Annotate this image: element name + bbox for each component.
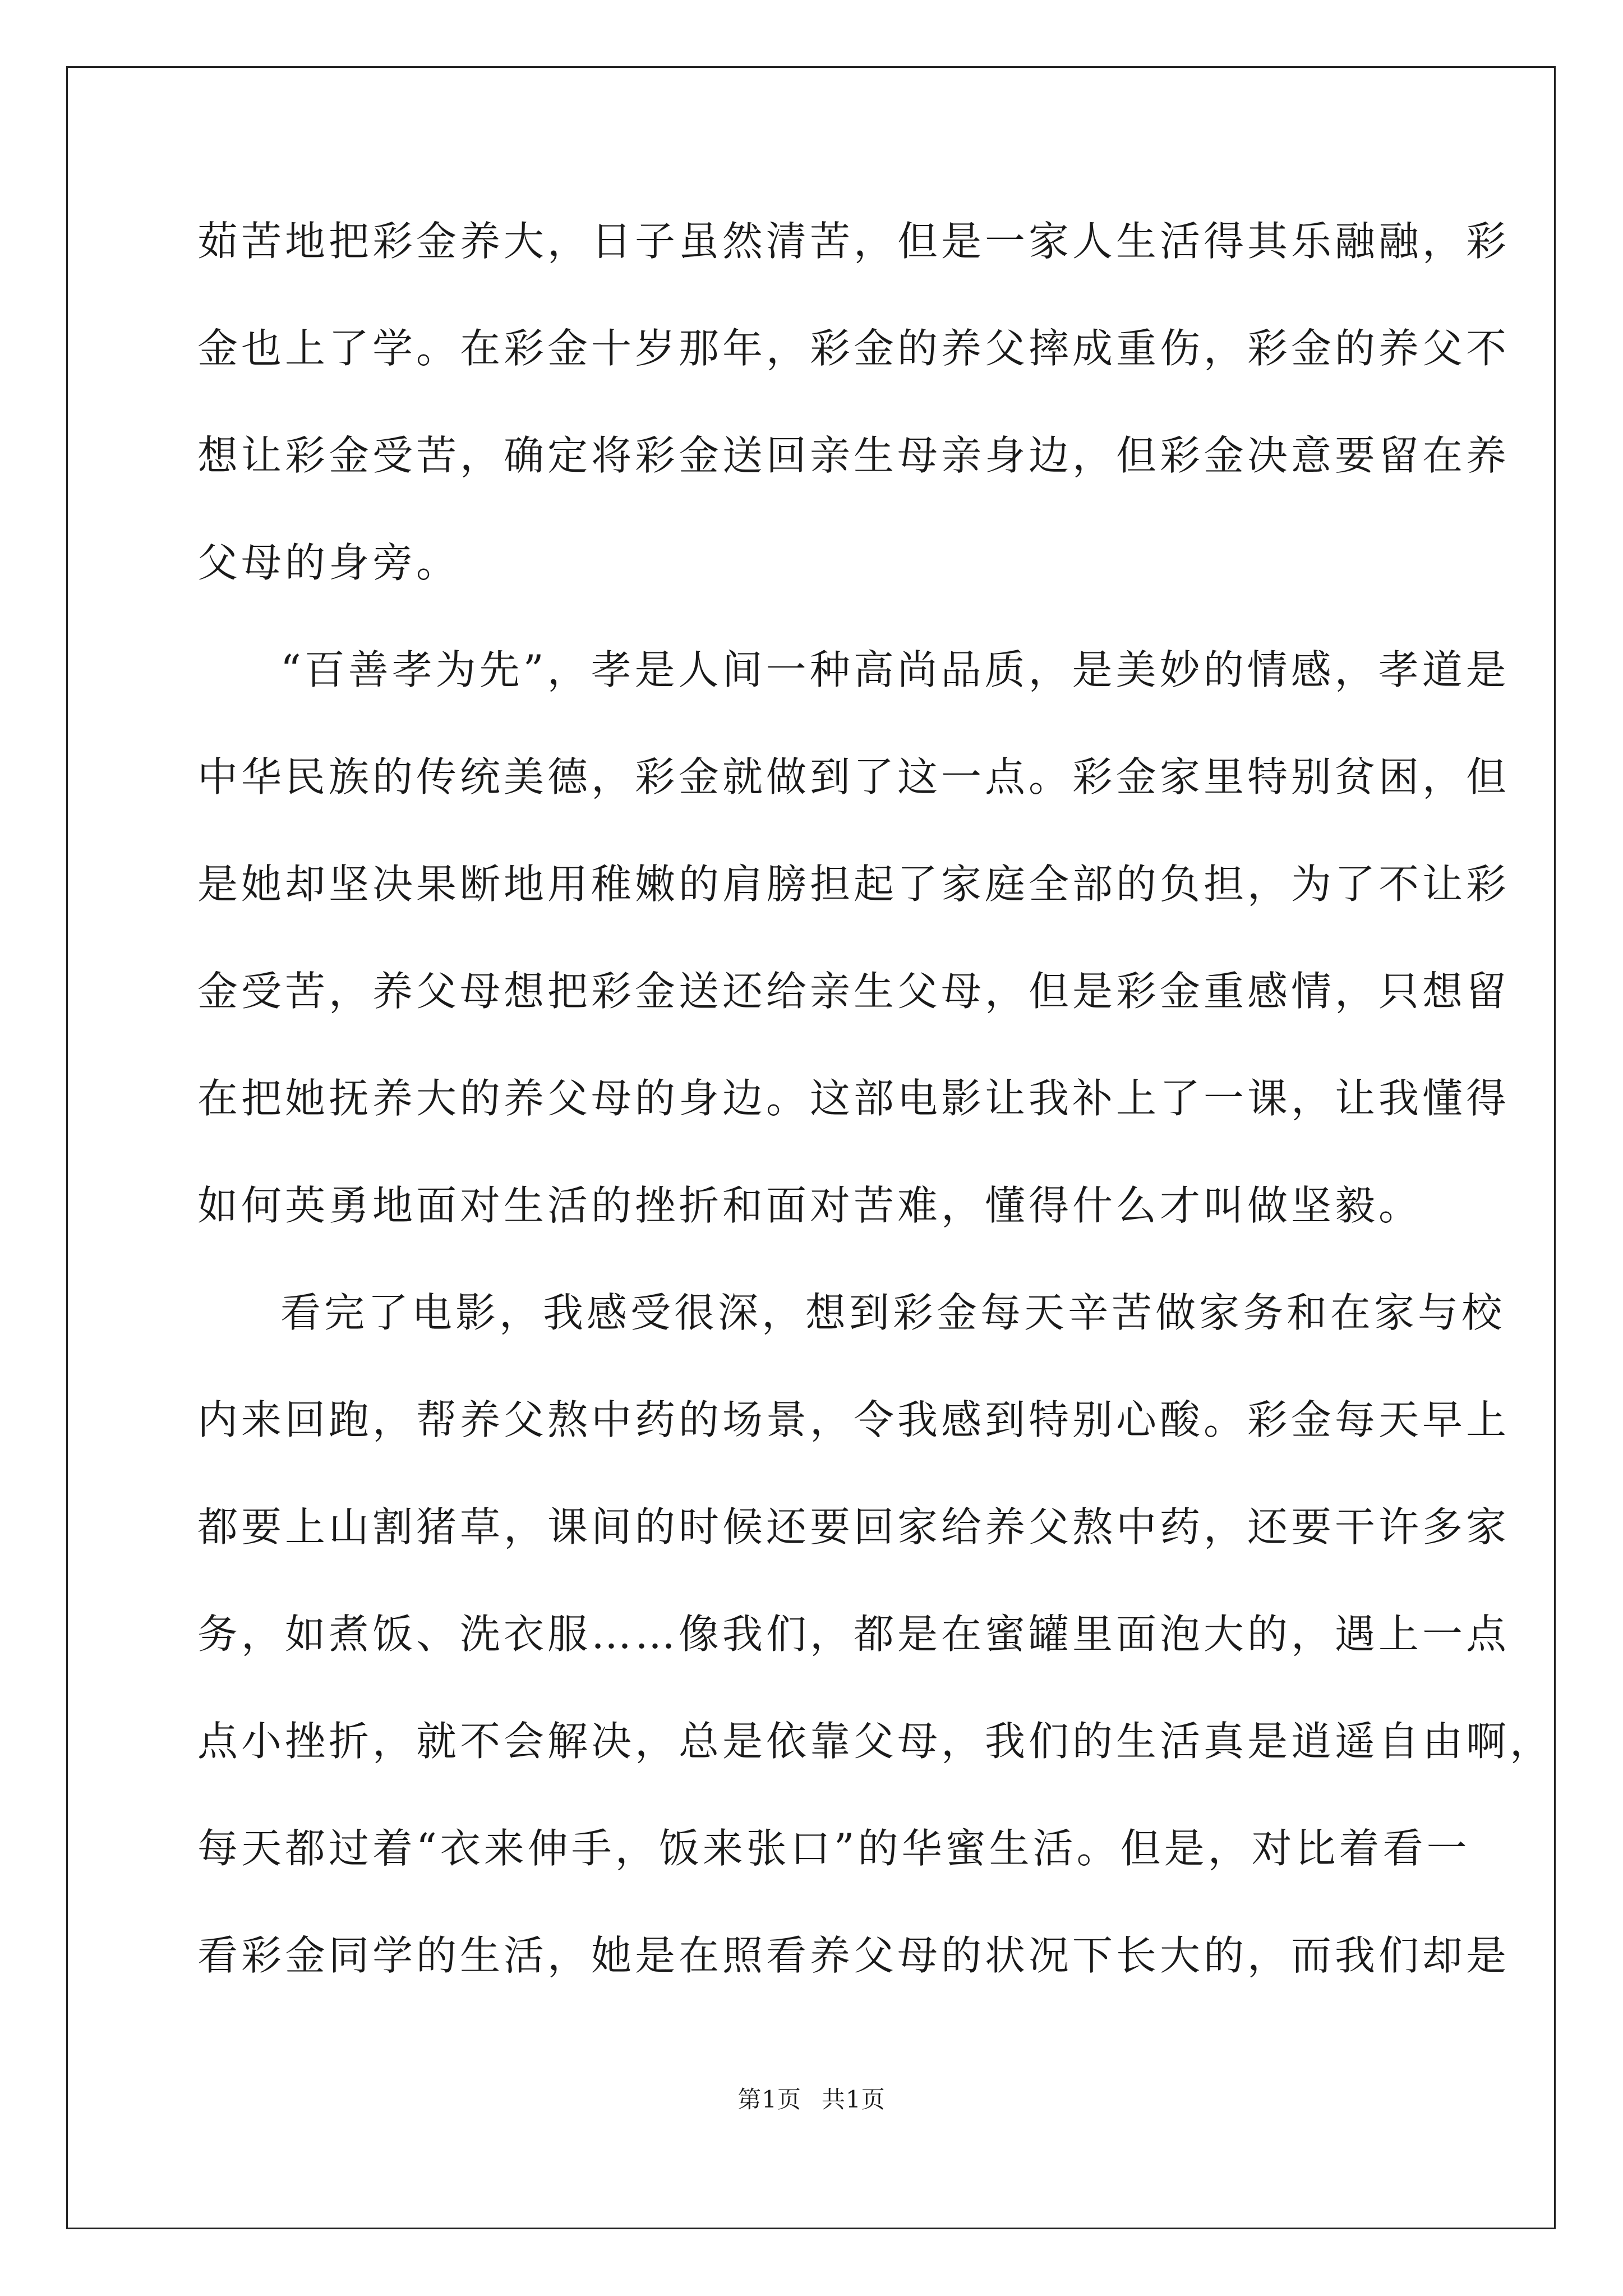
text-line: 如何英勇地面对生活的挫折和面对苦难，懂得什么才叫做坚毅。	[197, 1182, 1423, 1229]
text-line: 都要上山割猪草，课间的时候还要回家给养父熬中药，还要干许多家	[197, 1503, 1510, 1550]
text-line: 是她却坚决果断地用稚嫩的肩膀担起了家庭全部的负担，为了不让彩	[197, 861, 1510, 908]
page-total: 共1页	[822, 2086, 886, 2113]
text-line: 金受苦，养父母想把彩金送还给亲生父母，但是彩金重感情，只想留	[197, 968, 1510, 1015]
text-line: 中华民族的传统美德，彩金就做到了这一点。彩金家里特别贫困，但	[197, 753, 1510, 800]
document-body	[197, 210, 1554, 2032]
page-number: 第1页	[737, 2086, 801, 2113]
page-footer	[0, 2081, 1623, 2115]
text-line: 金也上了学。在彩金十岁那年，彩金的养父摔成重伤，彩金的养父不	[197, 325, 1510, 372]
text-line: 务，如煮饭、洗衣服……像我们，都是在蜜罐里面泡大的，遇上一点	[197, 1611, 1510, 1658]
text-line: “百善孝为先”，孝是人间一种高尚品质，是美妙的情感，孝道是	[280, 646, 1510, 693]
text-line: 每天都过着“衣来伸手，饭来张口”的华蜜生活。但是，对比着看一	[197, 1825, 1470, 1872]
text-line: 看完了电影，我感受很深，想到彩金每天辛苦做家务和在家与校	[280, 1289, 1506, 1336]
text-line: 父母的身旁。	[197, 539, 460, 586]
text-line: 内来回跑，帮养父熬中药的场景，令我感到特别心酸。彩金每天早上	[197, 1396, 1510, 1443]
text-line: 看彩金同学的生活，她是在照看养父母的状况下长大的，而我们却是	[197, 1932, 1510, 1979]
text-line: 在把她抚养大的养父母的身边。这部电影让我补上了一课，让我懂得	[197, 1075, 1510, 1122]
text-line: 茹苦地把彩金养大，日子虽然清苦，但是一家人生活得其乐融融，彩	[197, 218, 1510, 265]
text-line: 想让彩金受苦，确定将彩金送回亲生母亲身边，但彩金决意要留在养	[197, 432, 1510, 479]
text-line: 点小挫折，就不会解决，总是依靠父母，我们的生活真是逍遥自由啊，	[197, 1718, 1554, 1765]
